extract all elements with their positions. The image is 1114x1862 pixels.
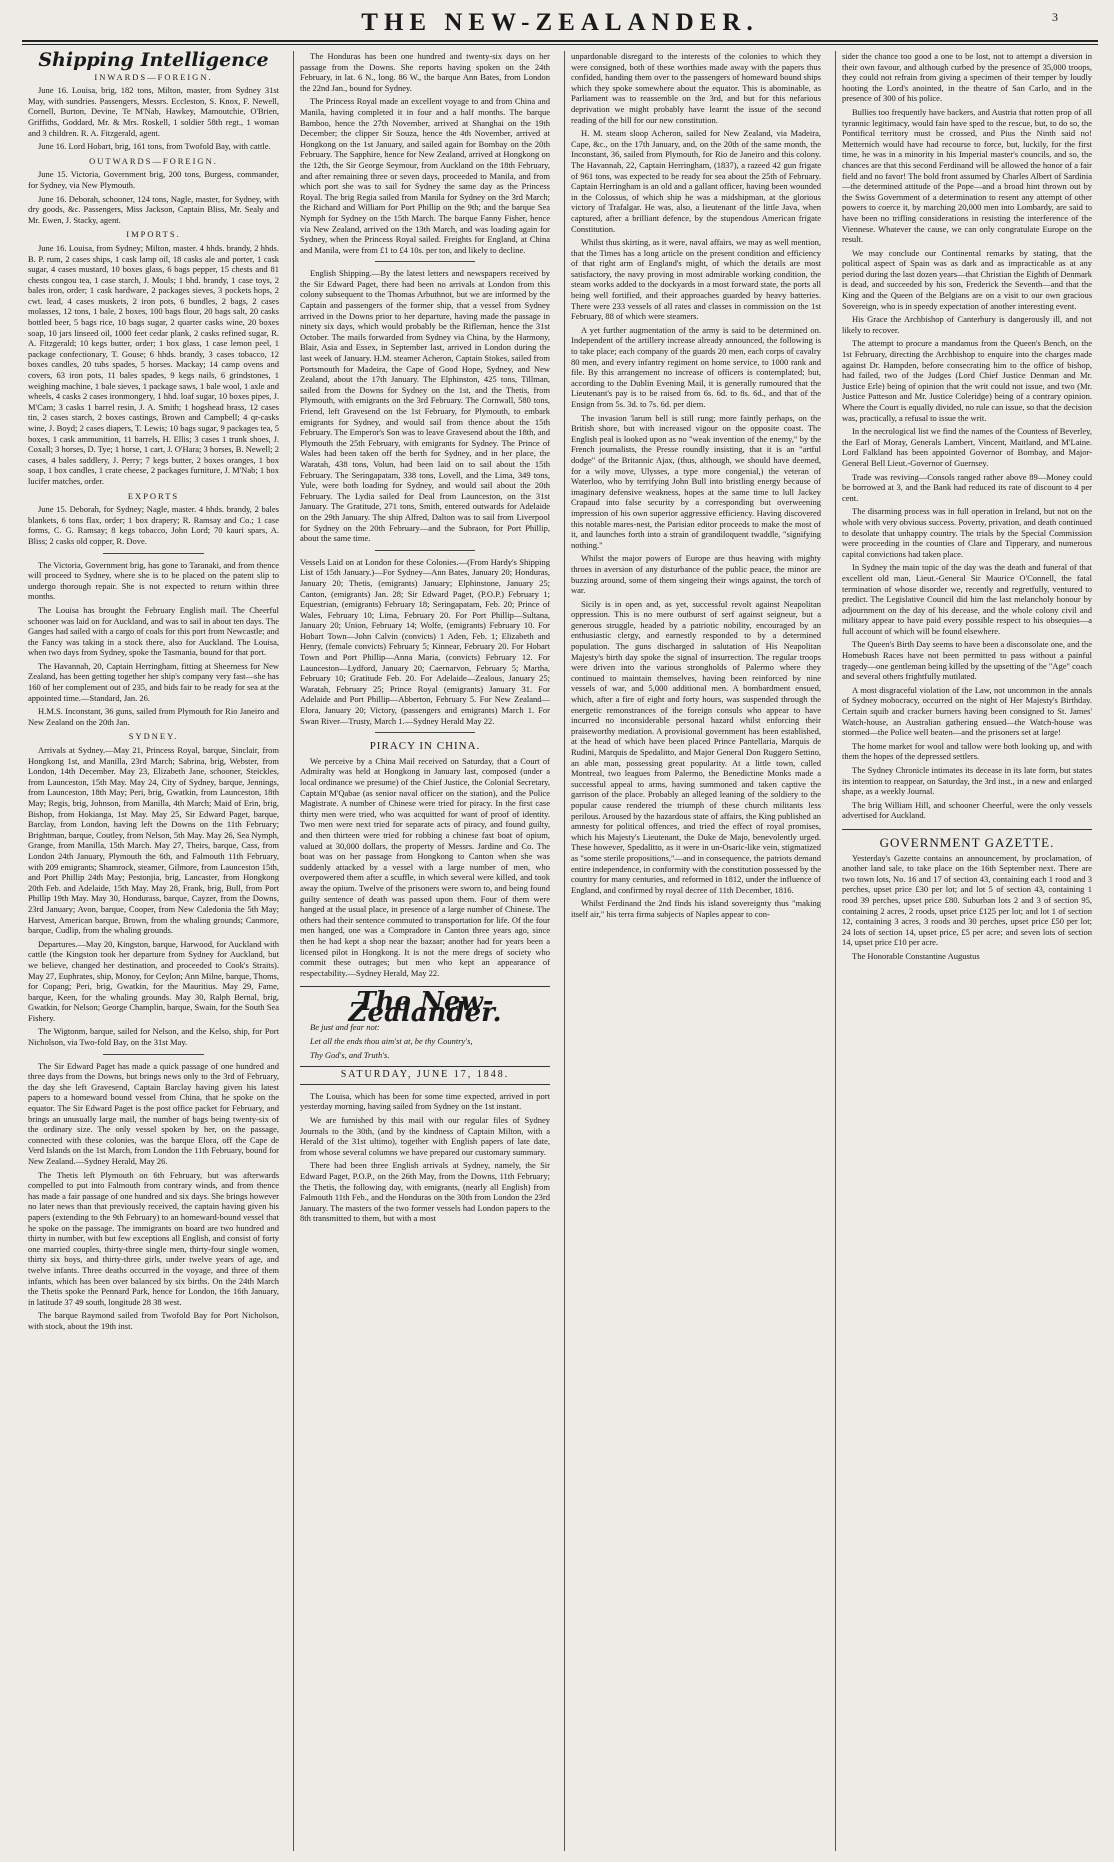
divider	[103, 553, 203, 554]
editorial-paragraph: Whilst thus skirting, as it were, naval affairs, we may as well mention, that the Times has a long article on the present condition and efficiency of that right arm of England's might, of which the details are most satisfactory, the navy proving in most admirable working condition, the steam works added to the dockyards in a most forward state, the ports all being well fortified, and their approaches guarded by heavy batteries. There were 233 vessels of all rates and classes in commission on the 1st February, 88 of which were steamers.	[571, 237, 821, 322]
news-paragraph: The Princess Royal made an excellent voyage to and from China and Manila, having completed it in four and a half months. The barque Bamboo, hence the 27th November, arrived at Shanghai on the 19th December; the clipper Sir Souza, hence the 4th November, arrived at Hongkong on the 1st January, and sailed again for Bombay on the 20th February. The Sapphire, hence for New Zealand, arrived at Hongkong on the 12th, the Sir George Seymour, from Auckland on the 18th February, and after remaining three or seven days, proceeded to Manila, and from which port she was to sail for Sydney the same day as the Princess Royal. The brig Regia sailed from Manila for Sydney on the 3rd March; the Richard and William for Port Phillip on the 9th; and the barque Sea Nymph for Sydney on the 15th March. The barque Fanny Fisher, hence via New Zealand, arrived on the 13th March, and was loading again for Sydney, when the Princess Royal sailed. Freights for England, at China and Manila, were from £1 to £4 10s. per ton, and likely to decline.	[300, 96, 550, 255]
editorial-paragraph: sider the chance too good a one to be lost, not to attempt a diversion in their own favour, and although curbed by the presence of 35,000 troops, they could not refrain from giving a specimen of their temper by loudly hooting the Lord's anointed, in the theatre of San Carlo, and in the presence of 300 of his police.	[842, 51, 1092, 104]
divider	[375, 550, 475, 551]
column-2	[293, 51, 556, 1851]
news-paragraph: The Thetis left Plymouth on 6th February, but was afterwards compelled to put into Falmouth from contrary winds, and from thence has made a fair passage of one hundred and six days. She brings however no later news than that previously received, the captain having given his papers (extending to the 9th February) to an homeward-bound vessel that he spoke on the passage. The immigrants on board are two hundred and thirty in number, with but few exceptions all English, and consist of forty one married couples, thirty-three single men, thirty-four single women, thirty six boys, and thirty-three girls, under twelve years of age, and twelve infants. Three deaths occurred in the voyage, and three of them infants, which has been over balanced by six births. On the 24th March the Thetis spoke the Pennard Park, hence for London, the 16th January, in latitude 37 49 south, longitude 28 38 west.	[28, 1169, 279, 1307]
nameplate: The New-Zealander.	[348, 987, 502, 1028]
arrival-entry: June 16. Lord Hobart, brig, 161 tons, from Twofold Bay, with cattle.	[38, 141, 271, 152]
column-4	[835, 51, 1098, 1851]
departure-entry: June 16. Deborah, schooner, 124 tons, Nagle, master, for Sydney, with dry goods, &c. Passengers, Miss Jackson, Captain Bliss, Mr. Sealy and Mr. Ewen, J. Stacky, agent.	[28, 193, 279, 225]
dateline: SATURDAY, JUNE 17, 1848.	[300, 1066, 550, 1085]
editorial-paragraph: unpardonable disregard to the interests of the colonies to which they were consigned, both of these worthies made away with the papers thus confided, handing them over to the passengers of homeward bound ships which they spoke somewhere about the equator. This is abominable, as Parliament was to reassemble on the 3rd, and but for this nefarious deprivation we might probably have learnt the issue of the second reading of the bill for our new constitution.	[571, 51, 821, 125]
editorial-paragraph: We may conclude our Continental remarks by stating, that the political aspect of Spain was as dark and as impracticable as at any period during the last dozen years—that Christian the Eighth of Denmark is dead, and succeeded by his son, Frederick the Seventh—and that the King and the Queen of the Belgians are on a visit to our own gracious Sovereign, who is in speedy expectation of another interesting event.	[842, 247, 1092, 311]
news-paragraph: The Wigtonm, barque, sailed for Nelson, and the Kelso, ship, for Port Nicholson, via Two-fold Bay, on the 31st May.	[28, 1026, 279, 1048]
imports-heading: IMPORTS.	[126, 229, 181, 240]
imports-text: June 16. Louisa, from Sydney; Milton, master. 4 hhds. brandy, 2 hhds. B. P. rum, 2 cases ships, 1 cask lamp oil, 18 casks ale and porter, 1 cask sugar, 4 cases mustard, 10 boxes glass, 6 bags pepper, 15 chests and 81 chests congou tea, 1 case starch, J. Mouls; 1 bhd. brandy, 1 case toys, 2 bales iron, order; 1 cask hardware, 2 packages sieves, 3 pockets hops, 2 cwt. lead, 4 cases muskets, 2 iron pots, 6 bundles, 2 bags, 2 cases molasses, 12 tons, 1 bale, 2 boxes, 100 bags flour, 20 bags salt, 20 casks bottled beer, 5 bags rice, 10 bags sugar, 2 quarter casks wine, 20 boxes soap, 10 jars linseed oil, 1000 feet cedar plank, 2 casks refined sugar, R. A. Fitzgerald; 10 kegs butter, order; 1 box glass, 1 case lemon peel, 1 package confectionary, T. Gouse; 6 hhds. brandy, 3 cases tobacco, 12 boxes candles, 20 tubs spades, 5 horses. Mackay; 14 camp ovens and covers, 63 iron pots, 11 bales spades, 9 kegs nails, 6 grindstones, 1 weighing machine, 1 bale sieves, 1 package saws, 1 bale wool, 1 axle and wheels, 4 casks 2 cases ironmongery, 1 hhd. loaf sugar, 10 boxes pipes, J. M'Cam; 3 casks 1 barrel resin, J. A. Smith; 1 hogshead brass, 12 cases tin, 2 cases starch, 2 boxes castings, Brown and Campbell; 4 qr-casks wine, J. Boyd; 2 cases diapers, T. Lewis; 10 bags sugar, 9 packages tea, 5 boxes, 1 cask ammunition, 11 barrels, H. Ellis; 3 cases 1 trunk shoes, J. Coxall; 3 horses, D. Tye; 1 horse, 1 cart, J. O'Hara; 3 horses, B. Newell; 2 cases, 4 bales saddlery, J. Perry; 7 kegs butter, 2 boxes oranges, 1 box soap, 1 box candles, 1 crate cheese, 2 packages furniture, J. M'Nab; 1 box lucifer matches, order.	[28, 242, 280, 486]
piracy-heading: PIRACY IN CHINA.	[369, 740, 481, 753]
editorial-paragraph: The Sydney Chronicle intimates its decease in its late form, but states its intention to reappear, on Saturday, the 3rd inst., in a new and enlarged shape, as a weekly Journal.	[842, 765, 1092, 797]
editorial-paragraph: Trade was reviving—Consols ranged rather above 89—Money could be borrowed at 3, and the Bank had reduced its rate of discount to 4 per cent.	[842, 471, 1092, 503]
editorial-paragraph: There had been three English arrivals at Sydney, namely, the Sir Edward Paget, P.O.P., on the 26th May, from the Downs, 11th February; the Thetis, the following day, with emigrants, (nearly all English) from Falmouth 11th Feb., and the Honduras on the 30th from London the 23rd January. The masters of the two former vessels had London papers to the 8th transmitted to them, but with a most	[300, 1160, 550, 1224]
editorial-paragraph: Whilst Ferdinand the 2nd finds his island sovereignty thus "making itself air," his terra firma subjects of Naples appear to con-	[571, 898, 821, 919]
news-paragraph: The Havannah, 20, Captain Herringham, fitting at Sheerness for New Zealand, has been getting together her ship's company very fast—she has 160 of her complement out of 235, and bids fair to be ready for sea at the appointed time.—Standard, Jan. 26.	[28, 660, 279, 703]
masthead-rule	[22, 40, 1098, 45]
news-paragraph: The barque Raymond sailed from Twofold Bay for Port Nicholson, with stock, about the 19th inst.	[28, 1310, 279, 1331]
divider	[375, 732, 475, 733]
editorial-paragraph: Whilst the major powers of Europe are thus heaving with mighty throes in aversion of any disturbance of the public peace, the minor are buzzing around, some of them singeing their wings against, the torch of war.	[571, 553, 821, 596]
piracy-text: We perceive by a China Mail received on Saturday, that a Court of Admiralty was held at Hongkong in January last, composed (under a local ordinance we presume) of the Chief Justice, the Colonial Secretary, Captain M'Qabae (as senior naval officer on the station), and the Police Magistrate. A number of Chinese were tried for piracy. In the first case thirty men were tried, who was acquitted for want of proof of identity. Two men were next tried for separate acts of piracy, and found guilty, and then thirteen were tried for robbing a chinese fast boat of opium, valued at 30,000 dollars, the property of Messrs. Jardine and Co. The boat was on her passage from Hongkong to Canton when she was suddenly attacked by a vessel with a large number of men, who overpowered them after a scuffle, in which several were killed, and took away the opium. Twelve of the prisoners were sworn to, and being found guilty sentence of death was passed upon them. Four of them were hanged at the usual place, in presence of a large number of Chinese. The others had their sentence commuted to transportation for life. Of the four men hanged, one was a Compradore in Canton three years ago, since then he had kept a shop near the bazaar; another had for years been a licensed pilot in Hongkong. It is not the mere dregs of society who commit these outrages; but men who kept an appearance of respectability.—Sydney Herald, May 22.	[300, 755, 550, 978]
editorial-paragraph: The Queen's Birth Day seems to have been a disconsolate one, and the Homebush Races have not been permitted to pass without a painful tragedy—one gentleman being killed by the upsetting of the "Age" coach and several others frightfully mutilated.	[842, 639, 1092, 682]
editorial-paragraph: Bullies too frequently have backers, and Austria that rotten prop of all tyrannic legitimacy, would fain have sped to the rescue, but, to do so, the Pontifical territory must be crossed, and Pius the Ninth said no! Metternich would have had recourse to force, but, luckily, for the first time, he was in a minority in his Imperial master's councils, and so, the chances are that this second Ferdinand will be allowed the honor of a fair field and no favor! The bold front assumed by Charles Albert of Sardinia—the determined attitude of the Pope—and a broad hint thrown out by the Swiss Government of a determination to resent any attempt of other powers to coerce it, by marching 20,000 men into Lombardy, are said to have been no trifling considerations in resisting the interference of the Viennese. Whatever the cause, we can only congratulate Europe on the result.	[842, 106, 1092, 245]
news-paragraph: The Louisa has brought the February English mail. The Cheerful schooner was laid on for Auckland, and was to sail in about ten days. The Ganges had sailed with a cargo of coals for this port from Newcastle; and the Fancy was taking in a stock there, also for Auckland. The Louisa, when two days from Sydney, spoke the Tasmania, bound for that port.	[28, 604, 279, 658]
editorial-paragraph: H. M. steam sloop Acheron, sailed for New Zealand, via Madeira, Cape, &c., on the 17th January, and, on the 20th of the same month, the Inconstant, 36, sailed from Plymouth, for Rio de Janeiro and this colony. The Havannah, 22, Captain Herringham, (1837), a razeed 42 gun frigate of 961 tons, was expected to be ready for sea about the 25th of February. Captain Herringham is an old and a gallant officer, having been wounded in the Colossus, of which ship he was a midshipman, at the glorious victory of Trafalgar. He was, also, a lieutenant of the little Java, when captured, after a brilliant defence, by the stupendous American frigate Constitution.	[571, 128, 821, 234]
column-1	[22, 51, 285, 1851]
editorial-paragraph: The attempt to procure a mandamus from the Queen's Bench, on the 1st February, directing the Archbishop to enquire into the charges made against Dr. Hampden, before consecrating him to the office of bishop, had failed, two of the Judges (Lord Chief Justice Denman and Mr. Justice Erle) being of opinion that the writ could not issue, and two (Mr. Justice Patteson and Mr. Justice Coleridge) being of a contrary opinion. Where the Court is equally divided, no rule can issue, so that the decision was, practically, a refusal to issue the writ.	[842, 338, 1092, 423]
departures-foreign-heading: OUTWARDS—FOREIGN.	[89, 155, 218, 166]
sydney-arrivals: Arrivals at Sydney.—May 21, Princess Royal, barque, Sinclair, from Hongkong 1st, and Manilla, 23rd March; Sabrina, brig, Webster, from London, 14th December. May 23, Elizabeth Jane, schooner, Steickles, from Launceston, 15th May. May 24, City of Sydney, barque, Jennings, from Launceston, 18th May; Peri, brig, Gwatkin, from Launceston, 18th May; Regis, brig, Johnson, from Manilla, 4th March; Maid of Erin, brig, Bishop, from Hokianga, 1st May. May 25, Sir Edward Paget, barque, Barclay, from London, having left the Downs on the 11th February; Brightman, barque, Coutley, from Nelson, 5th May. May 26, Sea Nymph, Grange, from Manilla, 15th March. May 27, Theirs, barque, Cass, from London 24th January, Plymouth the 6th, and Falmouth 11th February, with 209 emigrants; Shamrock, steamer, Gilmore, from Launceston 15th, and Port Phillip 24th May; Pestonjia, brig, Lancaster, from Hongkong 20th Feb. and Adelaide, 15th May. May 28, Frank, brig, Bull, from Port Phillip 19th May. May 30, Hondurass, barque, Cayzer, from the Downs, 23rd January; Avon, barque, Cooper, from New Caledonia the 5th May; Harvest, American barque, Brown, from the whaling grounds; Canmore, barque, Cudlip, from the whaling grounds.	[28, 745, 279, 936]
editorial-paragraph: The home market for wool and tallow were both looking up, and with them the hopes of the depressed settlers.	[842, 740, 1092, 762]
arrivals-foreign-heading: INWARDS—FOREIGN.	[94, 71, 213, 82]
masthead	[22, 6, 1098, 40]
news-paragraph: The Victoria, Government brig, has gone to Taranaki, and from thence will proceed to Sydney, where she is to be placed on the patent slip to undergo thorough repair. She is not expected to return within three months.	[28, 559, 279, 602]
editorial-paragraph: The brig William Hill, and schooner Cheerful, were the only vessels advertised for Auckland.	[842, 799, 1092, 821]
editorial-paragraph: The Louisa, which has been for some time expected, arrived in port yesterday morning, having sailed from Sydney on the 1st instant.	[300, 1090, 550, 1112]
motto-line: Thy God's, and Truth's.	[310, 1049, 390, 1060]
vessels-heading: Vessels Laid on at London for these Colonies.	[300, 556, 459, 567]
divider	[375, 261, 475, 262]
arrival-entry: June 16. Louisa, brig, 182 tons, Milton, master, from Sydney 31st May, with sundries. Passengers, Messrs. Eccleston, S. Knox, F. Newell, Cornell, Burton, Devine, Te M'Nab, Hawkey, Mamoutchie, O'Brien, Griffiths, Goddard, Mr. & Mrs. Roskell, 1 soldier 58th regt., 1 woman and 3 children. R. A. Fitzgerald, agent.	[28, 85, 279, 138]
gazette-heading: GOVERNMENT GAZETTE.	[879, 834, 1055, 850]
motto-line: Be just and fear not:	[310, 1022, 380, 1033]
masthead-title: THE NEW-ZEALANDER.	[361, 9, 759, 36]
editorial-paragraph: In Sydney the main topic of the day was the death and funeral of that excellent old man, Lieut.-General Sir Maurice O'Connell, the fatal termination of whose disorder we, recently and regretfully, ventured to predict. The Legislative Council did him the last melancholy honour by adjournment on the day of his decease, and the whole colony civil and military appear to have paid every possible respect to his obsequies—a full account of which will be found elsewhere.	[842, 562, 1092, 636]
page-number: 3	[1052, 10, 1058, 24]
english-shipping: English Shipping.—By the latest letters and newspapers received by the Sir Edward Paget, there had been no arrivals at London from this colony subsequent to the Thomas Arbuthnot, but we are informed by the Captain and passengers of the former ship, that a vessel from Sydney arrived in the Downs prior to her departure, having made the passage in ninety six days, which would probably be the Rifleman, hence the 31st October. The mails forwarded from Sydney via China, by the Harmony, Blair, Asia and Essex, in September last, arrived in London during the last week of January. H.M. steamer Acheron, Captain Stokes, sailed from Portsmouth for Madeira, the Cape of Good Hope, Sydney, and New Zealand, about the 17th January. The Elphinston, 425 tons, Tillman, sailed from the Downs for Sydney on the 1st, and the Thetis, from Plymouth, with emigrants on the 3rd February. The Cornwall, 580 tons, Friend, left Gravesend on the 1st February, for Plymouth, to embark emigrants for Sydney, and would sail from thence about the 15th February. The Emperor's Son was to leave Gravesend about the 18th, and Plymouth the 25th February, with emigrants for Sydney. The Prince of Wales had been taken off the berth for Sydney, and in her place, the Waratah, 438 tons, Volun, had been laid on to sail about the 15th February. The Seringapatam, 338 tons, Lovell, and the Lima, 349 tons, Yule, were both loading for Sydney, and would sail about the 20th February. The Lydia sailed for Deal from Launceston, on the 31st January. The Gratitude, 271 tons, Smith, entered outwards for Adelaide on the 29th January. The ship Alfred, Dalton was to sail from Liverpool for Sydney on the 20th February—and the Subraon, for Port Phillip, about the same time.	[300, 268, 550, 544]
editorial-paragraph: His Grace the Archbishop of Canterbury is dangerously ill, and not likely to recover.	[842, 314, 1092, 335]
editorial-paragraph: Sicily is in open and, as yet, successful revolt against Neapolitan oppression. This is no mere outburst of serf against seigneur, but a generous struggle, headed by a patriotic nobility, encouraged by an enthusiastic clergy, and earnestly responded to by a determined population. The guns discharged in salutation of His Neapolitan Majesty's birth day spoke the signal of insurrection. The regular troops were driven into the various strongholds of Palermo where they continued to maintain themselves, having been reinforced by nine vessels of war, and 5,000 additional men. A bombardment ensued, which, after a fire of eight and forty hours, was suspended through the energetic remonstrances of the foreign consuls who appear to have incurred no inconsiderable personal hazard whilst enforcing their praiseworthy mediation. A provisional government has been established, at the head of which have been placed Prince Pantellaria, Marquis de Rudini, Marquis de Spedalitto, and Major General Don Ruggero Settino, an able man, possessing great popularity. At a little town, called Montreal, two leagues from Palermo, the Benedictine Monks made a successful appeal to arms, having summoned and taken captive the garrison of the place. Probably an alleged leaning of the soldiery to the popular cause rendered the triumph of these church militants less perilous. Aroused by the hazardous state of affairs, the King published an amnesty for political offences, and tried the effect of royal promises, which his Majesty's Lieutenant, the Duke de Majo, benevolently urged. These however, Spedalitto, as it were in un-Osaric-like vein, stigmatized as "some sterile propositions,"—and in consequence, the patriots demand entire independence, in conformity with the constitution possessed by the country for many centuries, and reformed in 1812, under the influence of England, and confirmed by royal decree of 11th December, 1816.	[571, 598, 821, 895]
editorial-paragraph: The Honorable Constantine Augustus	[852, 950, 980, 961]
news-paragraph: The Honduras has been one hundred and twenty-six days on her passage from the Downs. She reports having spoken on the 24th February, in lat. 6 N., long. 86 W., the barque Ann Bates, from London the 22nd Jan., bound for Sydney.	[300, 51, 550, 93]
section-title-shipping: Shipping Intelligence	[38, 51, 269, 71]
vessels-laid-on-heading	[300, 557, 550, 727]
columns	[22, 51, 1098, 1851]
motto-line: Let all the ends thou aim'st at, be thy Country's,	[310, 1036, 473, 1047]
editorial-paragraph: We are furnished by this mail with our regular files of Sydney Journals to the 30th, (and by the kindness of Captain Milton, with a Herald of the 31st ultimo), together with English papers of late date, from whose several columns we have prepared our customary summary.	[300, 1115, 550, 1157]
editorial-paragraph: A yet further augmentation of the army is said to be determined on. Independent of the artillery increase already announced, the following is to take place; each company of the guards 20 men, each corps of cavalry 80 men, and every infantry regiment on home service, to 1000 rank and file. By this arrangement no increase of officers is contemplated; but, according to the Dublin Evening Mail, it is generally rumoured that the Lieutenant's pay is to be raised from 6s. 6d. to 8s. 6d., and that of the Ensign from 5s. 3d. to 7s. 6d. per diem.	[571, 324, 821, 409]
divider	[103, 1054, 203, 1055]
news-paragraph: The Sir Edward Paget has made a quick passage of one hundred and three days from the Downs, but brings news only to the 3rd of February, the day she left Gravesend, Captain Barclay having given his latest papers to a homeward bound vessel from China, that he spoke on the equator. The Sir Edward Paget is the post office packet for February, and brings an unusually large mail, the number of bags being twenty-six of the ordinary size. The only vessel spoken by her, on the passage, connected with these colonies, was the barque Elora, off the Cape de Verd Islands on the 1st March, from London the 11th February, bound for New Zealand.—Sydney Herald, May 26.	[28, 1060, 279, 1166]
sydney-heading: SYDNEY.	[128, 731, 179, 742]
editorial-paragraph: The invasion 'larum bell is still rung; more faintly perhaps, on the British shore, but with increased vigour on the opposite coast. The English peal is looked upon as no "weak invention of the enemy," by the French journalists, the Presse roundly insisting, that it is an "artful dodge" of the Britannic Ajax, (thus, although, we should have deemed, for a wily move, Ulysses, a type more congenial,) the veteran of Waterloo, who by terrifying John Bull into bristling energy because of imaginary defensive weakness, hopes at the same time to lull Jackey Crapaud into false security by a corresponding but overweening impression of his own superior aggressive efficiency. Having discovered this notable mares-nest, the Parisian editor proceeds to make the most of it, and launches forth into a strain of grandiloquent twaddle, "signifying nothing."	[571, 412, 821, 550]
departure-entry: June 15. Victoria, Government brig, 200 tons, Burgess, commander, for Sydney, via New Plymouth.	[28, 169, 279, 190]
sydney-departures: Departures.—May 20, Kingston, barque, Harwood, for Auckland with cattle (the Kingston took her departure from Sydney for Auckland, but we believe, changed her destination, and proceeded to Cook's Straits). May 27, Euphrates, ship, Monoy, for Ceylon; Ann Milne, barque, Thoms, for Copang; Peri, brig, Gwatkin, for the Mauritius. May 29, Fame, barque, Keen, for the whaling grounds. May 30, Ralph Bernal, brig, Gwatkin, for Nelson; George Champlin, barque, Swain, for the South Sea Fishery.	[28, 938, 279, 1023]
editorial-paragraph: In the necrological list we find the names of the Countess of Beverley, the Earl of Moray, Generals Lambert, Vincent, Maitland, and M'Laine. Lord Falkland has been appointed Governor of Bombay, and Major-General Bell Lieut.-Governor of Guernsey.	[842, 426, 1092, 468]
gazette-text: Yesterday's Gazette contains an announcement, by proclamation, of another land sale, to take place on the 16th September next. There are two town lots, No. 16 and 17 of section 43, containing each 1 rood and 3 perches, upset price £30 per lot; and lot 5 of section 43, containing 1 rood 39 perches, upset price £80. Suburban lots 2 and 3 of section 95, containing 2 acres, 2 roods, upset price £125 per lot; and lot 1 of section 12, containing 3 acres, 3 roods and 30 perches, upset price £50 per lot; 24 lots of section 14, upset price, £5 per acre; and seven lots of section 14, upset price £10 per acre.	[842, 852, 1092, 948]
editorial-paragraph: The disarming process was in full operation in Ireland, but not on the whole with very obvious success. Poverty, privation, and death continued to desolate that unhappy country. The trials by the Special Commission were proceeding in the counties of Clare and Tipperary, and numerous capital convictions had taken place.	[842, 506, 1092, 559]
vessels-text: —(From Hardy's Shipping List of 15th January.)—For Sydney—Ann Bates, January 20; Honduras, January 20; Thetis, (emigrants) January; Elphinstone, January 25; Canton, (emigrants) Jan. 28; Sir Edward Paget, (P.O.P.) February 1; Equestrian, (emigrants) February 18; Seringapatam, Feb. 20; Prince of Wales, February 10; Lima, February 20. For Port Phillip—Sultana, January 20; Union, February 14; Wolfe, (emigrants) February 10. For Hobart Town—John Calvin (convicts) 1 Aden, Feb. 1; Elizabeth and Henry, (female convicts) February 5; Kinnear, February 20. For Hobart Town and Port Phillip—Anna Maria, (convicts) February 12. For Launceston—Lydford, January 20; Caernarvon, February 5; Martha, February 10; Gratitude Feb. 20. For Adelaide—Zealous, January 25; Waratah, February 25; Prince Royal (emigrants) January 31. For Adelaide and Port Phillip—Abberton, February 5. For New Zealand—Elora, January 20; Victory, (passengers and emigrants) March 1. For Swan River—Trusty, March 1.—Sydney Herald May 22.	[300, 556, 550, 726]
exports-heading: EXPORTS	[127, 490, 180, 501]
column-3	[564, 51, 827, 1851]
divider	[842, 829, 1092, 830]
editorial-paragraph: A most disgraceful violation of the Law, not uncommon in the annals of Sydney mobocracy, occurred on the night of Her Majesty's Birthday. Certain squib and cracker burners having been consigned to St. James' Watch-house, an Australian gathering ensued—the Watch-house was stormed—the Police well beaten—and the prisoners set at large!	[842, 684, 1092, 738]
news-paragraph: H.M.S. Inconstant, 36 guns, sailed from Plymouth for Rio Janeiro and New Zealand on the 20th Jan.	[28, 706, 279, 727]
exports-text: June 15. Deborah, for Sydney; Nagle, master. 4 hhds. brandy, 2 bales blankets, 6 tons flax, order; 1 box drapery; R. Ramsay and Co.; 1 case forms, C. G. Ramsay; 8 kegs tobacco, John Lord; 70 kauri spars, A. Bliss; 2 casks old copper, R. Dove.	[28, 504, 279, 546]
